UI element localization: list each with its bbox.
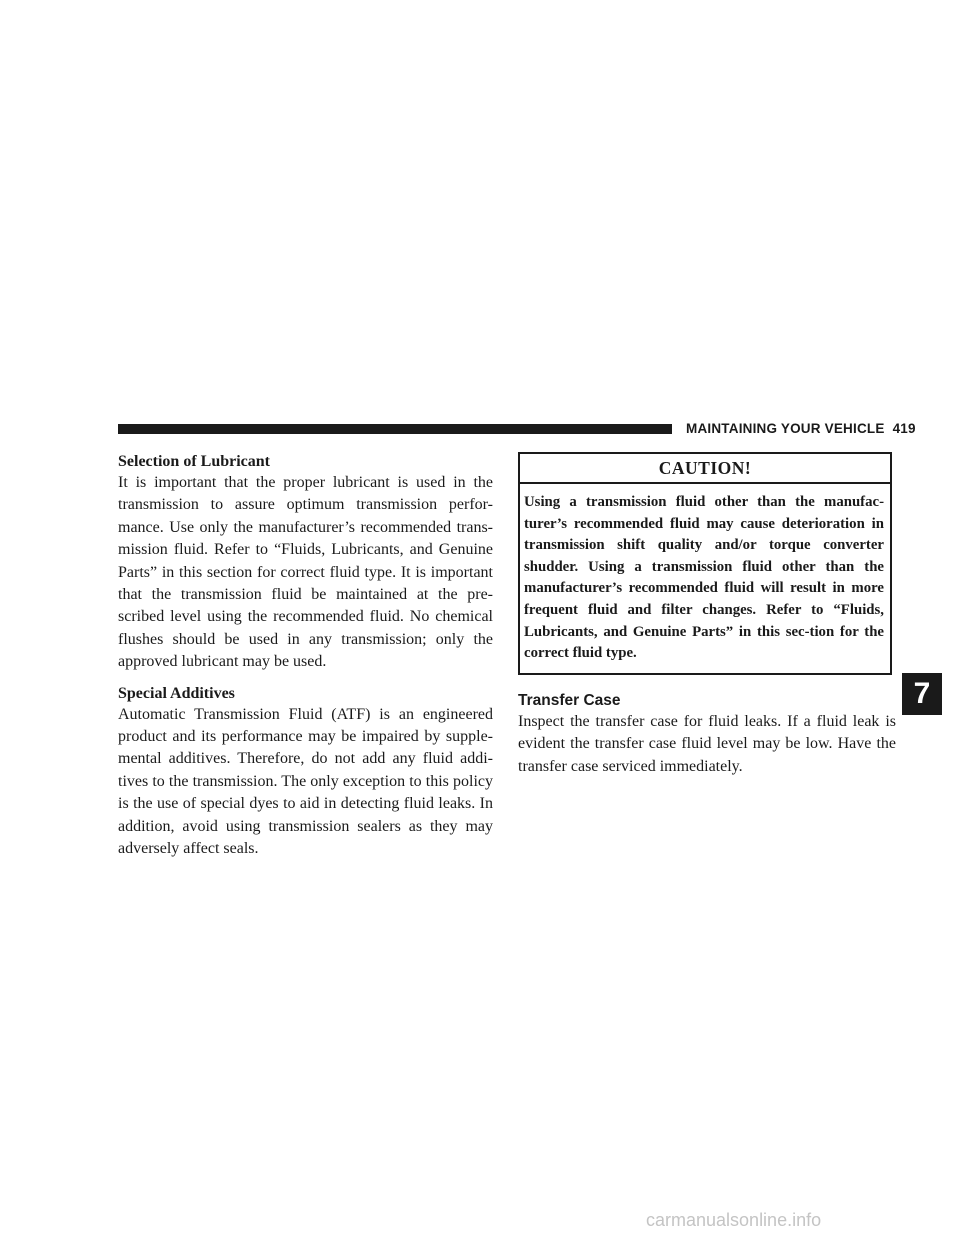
chapter-tab: 7 — [902, 673, 942, 715]
running-header — [686, 421, 916, 436]
caution-text: Using a transmission fluid other than the manufac-turer’s recommended fluid may cause deterioration in transmission shift quality and/or torque converter shudder. Using a transmission fluid other than the manufacturer’s recommended fluid will result in more frequent fluid and filter changes. Refer to “Fluids, Lubricants, and Genuine Parts” in this sec-tion for the correct fluid type. — [524, 494, 884, 662]
paragraph-special-additives: Automatic Transmission Fluid (ATF) is an engineered product and its performance may be impaired by supple-mental additives. Therefore, do not add any fluid addi-tives to the transmission. The only exception to this policy is the use of special dyes to aid in detecting fluid leaks. In addition, avoid using transmission sealers as they may adversely affect seals. — [118, 705, 493, 858]
caution-title: CAUTION! — [520, 454, 890, 484]
caution-box — [518, 452, 892, 675]
heading-selection-of-lubricant: Selection of Lubricant — [118, 453, 270, 470]
paragraph-selection-of-lubricant: It is important that the proper lubricant is used in the transmission to assure optimum transmission perfor-mance. Use only the manufacturer’s recommended trans-mission fluid. Refer to “Fluids, Lubricants, and Genuine Parts” in this section for correct fluid type. It is important that the transmission fluid be maintained at the pre-scribed level using the recommended fluid. No chemical flushes should be used in any transmission; only the approved lubricant may be used. — [118, 474, 493, 671]
chapter-title: MAINTAINING YOUR VEHICLE — [686, 421, 885, 436]
page-number: 419 — [892, 421, 916, 436]
paragraph-transfer-case: Inspect the transfer case for fluid leaks. If a fluid leak is evident the transfer case fluid level may be low. Have the transfer case serviced immediately. — [518, 712, 896, 775]
left-column — [118, 452, 493, 861]
watermark: carmanualsonline.info — [646, 1210, 822, 1230]
right-column — [518, 452, 896, 778]
heading-special-additives: Special Additives — [118, 684, 235, 702]
heading-transfer-case: Transfer Case — [518, 691, 621, 709]
header-rule — [118, 424, 672, 434]
